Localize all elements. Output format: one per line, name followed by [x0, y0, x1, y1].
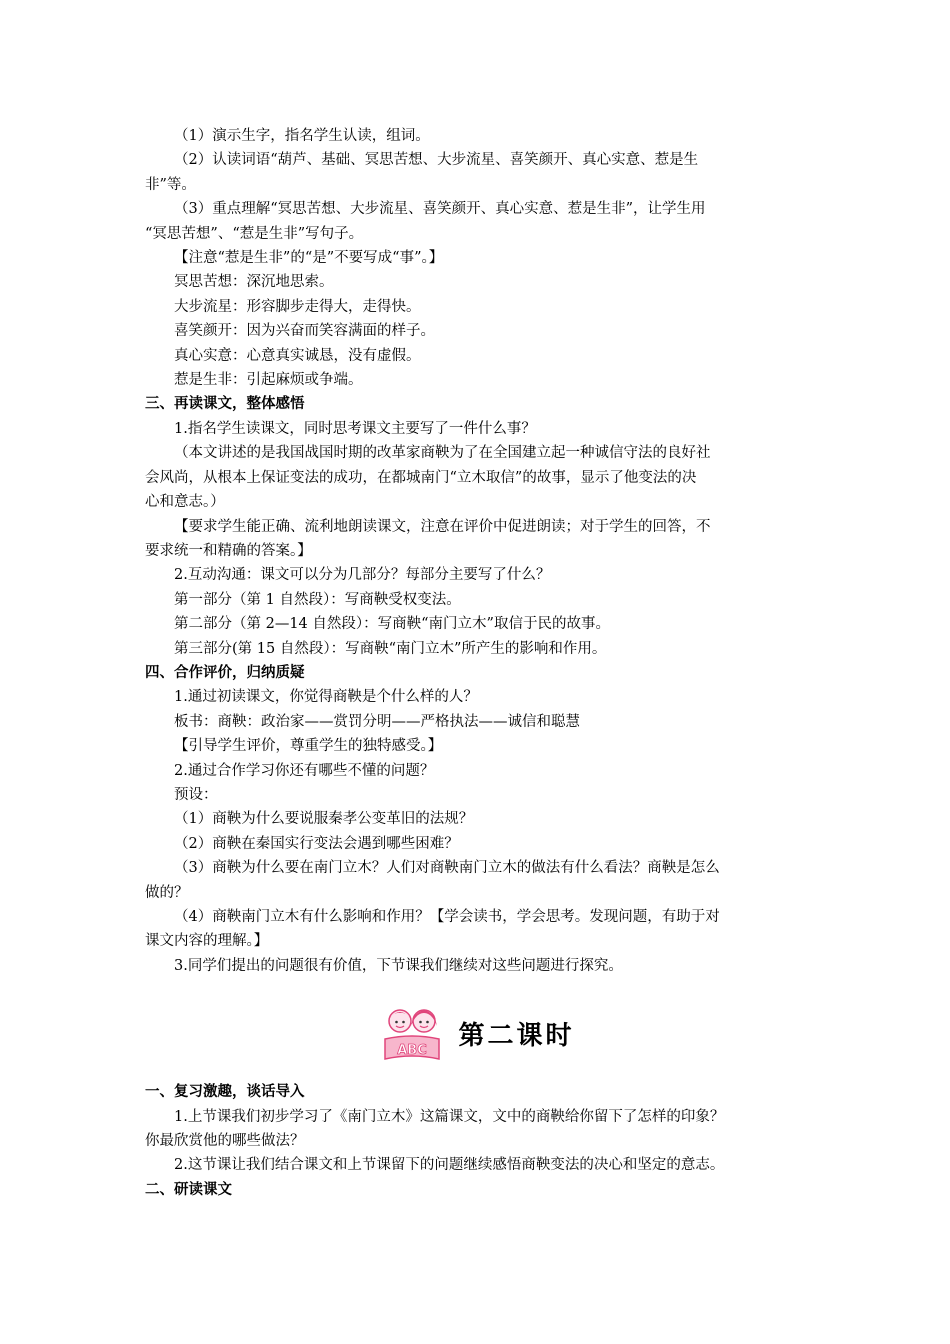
- paragraph: 2.互动沟通：课文可以分为几部分？每部分主要写了什么？: [174, 567, 551, 584]
- definition-item: 大步流星：形容脚步走得大，走得快。: [174, 298, 421, 315]
- paragraph: 第一部分（第 1 自然段）：写商鞅受权变法。: [174, 591, 461, 608]
- paragraph-continuation: 非”等。: [145, 176, 196, 193]
- note-paragraph: 【引导学生评价，尊重学生的独特感受。】: [174, 738, 443, 755]
- paragraph: （3）商鞅为什么要在南门立木？人们对商鞅南门立木的做法有什么看法？商鞅是怎么: [174, 860, 720, 877]
- svg-text:ABC: ABC: [397, 1043, 428, 1059]
- paragraph: （1）商鞅为什么要说服秦孝公变革旧的法规？: [174, 811, 474, 828]
- paragraph: 2.通过合作学习你还有哪些不懂的问题？: [174, 762, 435, 779]
- paragraph: 1.上节课我们初步学习了《南门立木》这篇课文，文中的商鞅给你留下了怎样的印象？: [174, 1108, 725, 1125]
- paragraph-continuation: “冥思苦想”、“惹是生非”写句子。: [145, 225, 364, 242]
- paragraph: 预设：: [174, 786, 218, 803]
- document-body: [145, 124, 810, 1202]
- paragraph: （本文讲述的是我国战国时期的改革家商鞅为了在全国建立起一种诚信守法的良好社: [174, 445, 711, 462]
- paragraph-continuation: 心和意志。）: [145, 494, 225, 511]
- definition-item: 冥思苦想：深沉地思索。: [174, 274, 334, 291]
- paragraph: 3.同学们提出的问题很有价值，下节课我们继续对这些问题进行探究。: [174, 957, 623, 974]
- paragraph-continuation: 会风尚，从根本上保证变法的成功，在都城南门“立木取信”的故事，显示了他变法的决: [145, 469, 697, 486]
- paragraph: 板书：商鞅：政治家——赏罚分明——严格执法——诚信和聪慧: [174, 713, 580, 730]
- paragraph: （2）商鞅在秦国实行变法会遇到哪些困难？: [174, 835, 459, 852]
- paragraph: 1.通过初读课文，你觉得商鞅是个什么样的人？: [174, 689, 478, 706]
- paragraph: 1.指名学生读课文，同时思考课文主要写了一件什么事？: [174, 420, 536, 437]
- lesson-title: 第二课时: [458, 1020, 575, 1051]
- abc-kids-icon: [380, 1001, 444, 1065]
- section-heading-3: 三、再读课文，整体感悟: [145, 396, 305, 413]
- paragraph: （2）认读词语“葫芦、基础、冥思苦想、大步流星、喜笑颜开、真心实意、惹是生: [174, 152, 699, 169]
- paragraph-continuation: 做的？: [145, 884, 189, 901]
- paragraph-continuation: 你最欣赏他的哪些做法？: [145, 1133, 305, 1150]
- paragraph: 第二部分（第 2—14 自然段）：写商鞅“南门立木”取信于民的故事。: [174, 616, 610, 633]
- paragraph: （1）演示生字，指名学生认读，组词。: [174, 128, 430, 144]
- section-heading-4: 四、合作评价，归纳质疑: [145, 664, 305, 681]
- definition-item: 喜笑颜开：因为兴奋而笑容满面的样子。: [174, 323, 435, 340]
- lesson-banner: [145, 990, 810, 1076]
- definition-item: 惹是生非：引起麻烦或争端。: [174, 372, 363, 389]
- note-paragraph: 【要求学生能正确、流利地朗读课文，注意在评价中促进朗读；对于学生的回答，不: [174, 518, 711, 535]
- paragraph-continuation: 课文内容的理解。】: [145, 933, 269, 950]
- section-heading-s2-2: 二、研读课文: [145, 1181, 232, 1198]
- definition-item: 真心实意：心意真实诚恳，没有虚假。: [174, 347, 421, 364]
- paragraph-continuation: 要求统一和精确的答案。】: [145, 542, 312, 559]
- paragraph: 2.这节课让我们结合课文和上节课留下的问题继续感悟商鞅变法的决心和坚定的意志。: [174, 1157, 725, 1174]
- paragraph: 第三部分(第 15 自然段）：写商鞅“南门立木”所产生的影响和作用。: [174, 640, 607, 657]
- section-heading-s2-1: 一、复习激趣，谈话导入: [145, 1084, 305, 1101]
- note-paragraph: 【注意“惹是生非”的“是”不要写成“事”。】: [174, 250, 444, 267]
- paragraph: （3）重点理解“冥思苦想、大步流星、喜笑颜开、真心实意、惹是生非”，让学生用: [174, 201, 706, 218]
- paragraph: （4）商鞅南门立木有什么影响和作用？【学会读书，学会思考。发现问题，有助于对: [174, 909, 720, 925]
